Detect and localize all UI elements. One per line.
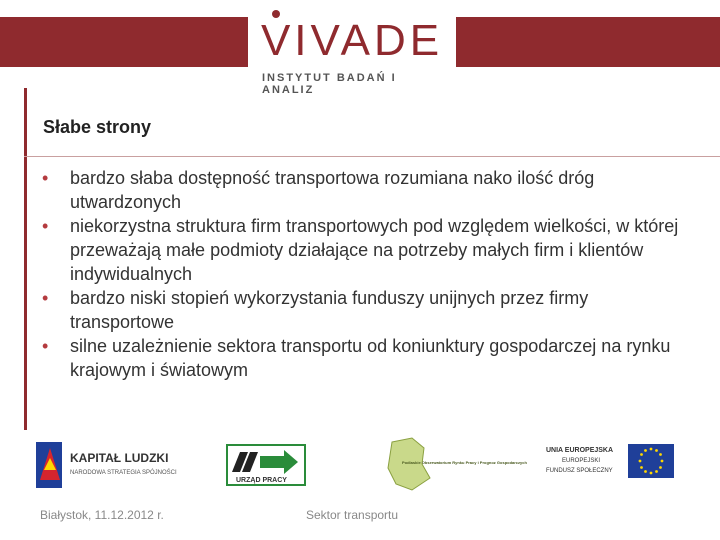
bullet-item xyxy=(40,334,680,382)
urzad-pracy-logo xyxy=(226,444,306,486)
bullet-icon: • xyxy=(42,336,49,356)
kl-subtitle: NARODOWA STRATEGIA SPÓJNOŚCI xyxy=(70,470,177,476)
bullet-item xyxy=(40,286,680,334)
footer-date: Białystok, 11.12.2012 r. xyxy=(40,508,164,522)
bullet-text: bardzo słaba dostępność transportowa rozumiana nako ilość dróg utwardzonych xyxy=(70,168,595,212)
bullet-text: silne uzależnienie sektora transportu od koniunktury gospodarczej na rynku krajowym i światowym xyxy=(70,336,671,380)
vivade-logo xyxy=(248,10,456,68)
bullet-text: niekorzystna struktura firm transportowych pod względem wielkości, w której przeważają małe podmioty działające na potrzeby małych firm i klientów indywidualnych xyxy=(70,216,679,284)
eu-line3: FUNDUSZ SPOŁECZNY xyxy=(546,468,613,474)
footer-title: Sektor transportu xyxy=(306,508,399,522)
obserwatorium-logo xyxy=(382,434,527,494)
bullet-item xyxy=(40,214,680,286)
slide-title: Słabe strony xyxy=(43,117,152,137)
kl-title: KAPITAŁ LUDZKI xyxy=(70,451,169,465)
bullet-icon: • xyxy=(42,288,49,308)
eu-line1: UNIA EUROPEJSKA xyxy=(546,447,614,454)
bullet-icon: • xyxy=(42,168,49,188)
title-divider xyxy=(24,156,720,157)
wup-text: Podlaskie Obserwatorium Rynku Pracy i Prognoz Gospodarczych xyxy=(402,460,527,465)
kapital-ludzki-logo xyxy=(34,440,184,490)
logo-subtitle: INSTYTUT BADAŃ I ANALIZ xyxy=(262,72,397,96)
bullet-icon: • xyxy=(42,216,49,236)
eu-line2: EUROPEJSKI xyxy=(562,458,601,464)
eu-logo xyxy=(542,440,678,486)
logo-text: VIVADE xyxy=(260,16,444,65)
bullet-item xyxy=(40,166,680,214)
bullet-text: bardzo niski stopień wykorzystania funduszy unijnych przez firmy transportowe xyxy=(70,288,589,332)
bullet-list xyxy=(40,166,680,382)
left-accent-line xyxy=(24,88,27,430)
up-label: URZĄD PRACY xyxy=(236,477,287,484)
